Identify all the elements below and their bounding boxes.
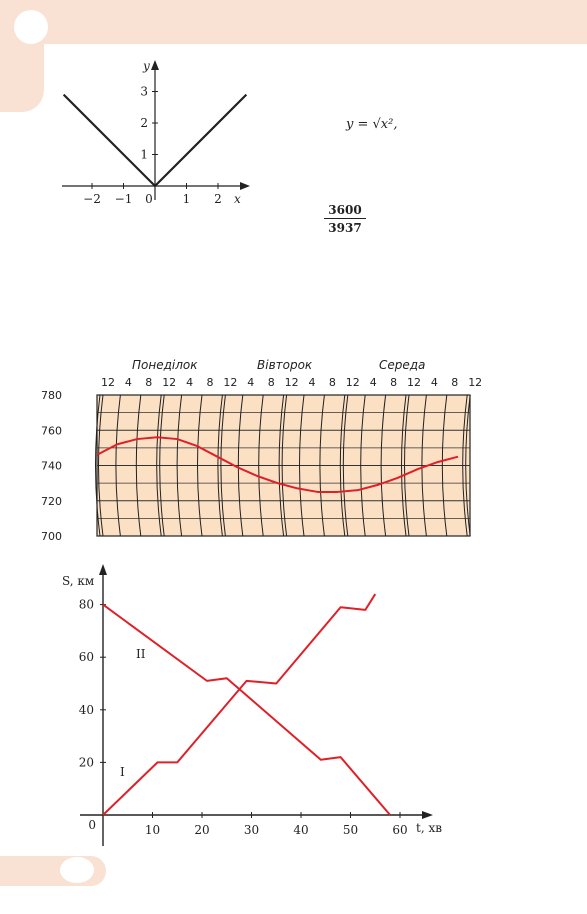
t-tick-label: 60 — [392, 823, 408, 837]
s-tick-label: 40 — [78, 702, 94, 717]
hour-label: 12 — [223, 376, 238, 389]
hour-label: 4 — [124, 376, 132, 389]
t-tick-label: 30 — [243, 823, 260, 837]
hour-label: 8 — [145, 376, 153, 389]
hour-label: 12 — [162, 376, 177, 389]
day-label-wednesday: Середа — [379, 358, 426, 372]
hour-label: 8 — [328, 376, 336, 389]
x-tick-label: 0 — [145, 192, 153, 206]
motion-line-1 — [103, 594, 375, 815]
s-tick-label: 20 — [78, 755, 94, 770]
hour-label: 12 — [284, 376, 299, 389]
day-label-tuesday: Вівторок — [257, 358, 313, 372]
hour-label: 8 — [390, 376, 398, 389]
t-axis-label: t, хв — [416, 821, 442, 835]
t-tick-label: 50 — [342, 823, 359, 837]
y-axis-arrow — [151, 60, 159, 70]
s-tick-label: 60 — [78, 650, 94, 665]
x-tick-label: −1 — [114, 192, 133, 206]
series-label-ii: II — [136, 647, 146, 661]
hour-label: 12 — [468, 376, 483, 389]
pressure-tick-label: 700 — [41, 530, 62, 543]
origin-label: 0 — [88, 818, 96, 832]
hour-label: 8 — [451, 376, 459, 389]
t-axis-arrow — [422, 811, 433, 819]
x-tick-label: −2 — [83, 192, 101, 206]
hour-label: 8 — [206, 376, 214, 389]
y-tick-label: 1 — [140, 147, 148, 162]
x-tick-label: 1 — [182, 192, 191, 206]
hour-label: 4 — [247, 376, 255, 389]
s-axis-label: S, км — [62, 574, 95, 588]
fraction-numerator: 3600 — [324, 203, 366, 219]
s-axis-arrow — [99, 564, 107, 575]
x-tick-label: 2 — [214, 192, 222, 206]
x-axis-arrow — [240, 182, 250, 190]
hour-label: 4 — [430, 376, 438, 389]
series-label-i: I — [120, 765, 125, 779]
y-axis-label: y — [143, 59, 150, 73]
hour-label: 4 — [186, 376, 194, 389]
y-tick-label: 3 — [140, 84, 148, 99]
hour-label: 4 — [308, 376, 316, 389]
s-tick-label: 80 — [78, 597, 94, 612]
pressure-tick-label: 780 — [41, 389, 62, 402]
t-tick-label: 10 — [144, 823, 161, 837]
hour-label: 12 — [345, 376, 360, 389]
formula-sqrt: y = √x², — [346, 117, 398, 132]
hour-label: 12 — [407, 376, 421, 389]
t-tick-label: 20 — [194, 823, 210, 837]
hour-label: 8 — [267, 376, 275, 389]
y-tick-label: 2 — [140, 116, 148, 130]
motion-line-2 — [103, 605, 390, 815]
hour-label: 12 — [101, 376, 115, 389]
pressure-tick-label: 740 — [41, 459, 62, 473]
day-label-monday: Понеділок — [132, 358, 198, 372]
fraction-denominator: 3937 — [328, 221, 362, 235]
pressure-tick-label: 760 — [41, 424, 62, 438]
x-axis-label: x — [234, 192, 241, 206]
t-tick-label: 40 — [293, 823, 309, 837]
pressure-tick-label: 720 — [41, 494, 62, 508]
hour-label: 4 — [369, 376, 377, 389]
